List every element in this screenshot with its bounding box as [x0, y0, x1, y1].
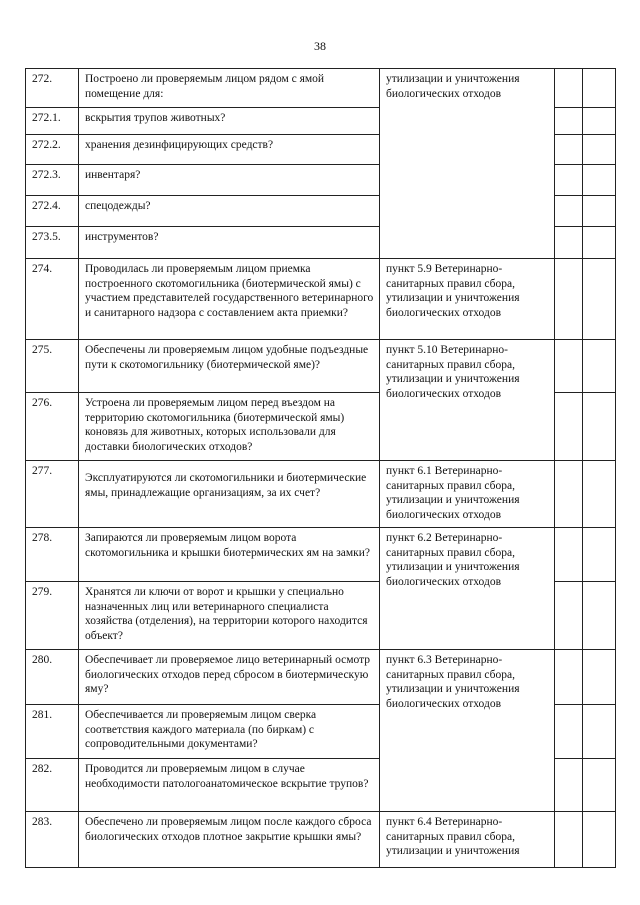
item-question: Проводится ли проверяемым лицом в случае необходимости патологоанатомическое вскрытие трупов?: [79, 759, 380, 812]
item-number: 278.: [26, 528, 79, 582]
item-number: 272.2.: [26, 135, 79, 165]
page-number: 38: [314, 39, 326, 53]
item-number: 274.: [26, 259, 79, 340]
table-row: [26, 461, 616, 528]
item-number: 272.4.: [26, 196, 79, 227]
item-question: Обеспечены ли проверяемым лицом удобные подъездные пути к скотомогильнику (биотермической яме)?: [79, 340, 380, 393]
comment-cell[interactable]: [583, 528, 616, 582]
item-reference: пункт 5.9 Ветеринарно-санитарных правил сбора, утилизации и уничтожения биологических отходов: [380, 259, 555, 340]
item-question: Построено ли проверяемым лицом рядом с ямой помещение для:: [79, 69, 380, 108]
item-number: 279.: [26, 582, 79, 650]
item-question: Обеспечивает ли проверяемое лицо ветеринарный осмотр биологических отходов перед сбросом в биотермическую яму?: [79, 650, 380, 705]
item-question: Эксплуатируются ли скотомогильники и биотермические ямы, принадлежащие организациям, за их счет?: [79, 461, 380, 528]
answer-cell[interactable]: [555, 259, 583, 340]
item-question: Устроена ли проверяемым лицом перед въездом на территорию скотомогильника (биотермической ямы) коновязь для животных, которых использовали для доставки биологических отходов?: [79, 393, 380, 461]
comment-cell[interactable]: [583, 650, 616, 705]
item-question: инвентаря?: [79, 165, 380, 196]
comment-cell[interactable]: [583, 393, 616, 461]
item-question: Хранятся ли ключи от ворот и крышки у специально назначенных лиц или ветеринарного специалиста хозяйства (отделения), на территории которого находится объект?: [79, 582, 380, 650]
item-question: спецодежды?: [79, 196, 380, 227]
item-number: 273.5.: [26, 227, 79, 259]
answer-cell[interactable]: [555, 165, 583, 196]
comment-cell[interactable]: [583, 165, 616, 196]
table-row: [26, 528, 616, 582]
comment-cell[interactable]: [583, 812, 616, 868]
item-number: 272.: [26, 69, 79, 108]
answer-cell[interactable]: [555, 108, 583, 135]
answer-cell[interactable]: [555, 812, 583, 868]
answer-cell[interactable]: [555, 340, 583, 393]
answer-cell[interactable]: [555, 528, 583, 582]
item-reference: пункт 6.4 Ветеринарно-санитарных правил сбора, утилизации и уничтожения: [380, 812, 555, 868]
comment-cell[interactable]: [583, 69, 616, 108]
comment-cell[interactable]: [583, 340, 616, 393]
item-number: 283.: [26, 812, 79, 868]
item-question: Проводилась ли проверяемым лицом приемка построенного скотомогильника (биотермической ямы) с участием представителей государственного ветеринарного и санитарного надзора с составлением акта приемки?: [79, 259, 380, 340]
answer-cell[interactable]: [555, 582, 583, 650]
item-number: 272.3.: [26, 165, 79, 196]
item-question: вскрытия трупов животных?: [79, 108, 380, 135]
answer-cell[interactable]: [555, 196, 583, 227]
comment-cell[interactable]: [583, 759, 616, 812]
answer-cell[interactable]: [555, 705, 583, 759]
table-row: [26, 259, 616, 340]
item-reference: утилизации и уничтожения биологических отходов: [380, 69, 555, 259]
comment-cell[interactable]: [583, 582, 616, 650]
comment-cell[interactable]: [583, 461, 616, 528]
answer-cell[interactable]: [555, 69, 583, 108]
comment-cell[interactable]: [583, 135, 616, 165]
table-row: [26, 340, 616, 393]
table-row: [26, 69, 616, 108]
answer-cell[interactable]: [555, 650, 583, 705]
answer-cell[interactable]: [555, 393, 583, 461]
comment-cell[interactable]: [583, 259, 616, 340]
item-reference: пункт 6.1 Ветеринарно-санитарных правил сбора, утилизации и уничтожения биологических отходов: [380, 461, 555, 528]
answer-cell[interactable]: [555, 135, 583, 165]
item-number: 272.1.: [26, 108, 79, 135]
item-question: Запираются ли проверяемым лицом ворота скотомогильника и крышки биотермических ям на замки?: [79, 528, 380, 582]
checklist-table: [25, 68, 616, 868]
item-number: 276.: [26, 393, 79, 461]
item-question: хранения дезинфицирующих средств?: [79, 135, 380, 165]
item-reference: пункт 6.2 Ветеринарно-санитарных правил сбора, утилизации и уничтожения биологических отходов: [380, 528, 555, 650]
answer-cell[interactable]: [555, 461, 583, 528]
item-number: 282.: [26, 759, 79, 812]
item-number: 280.: [26, 650, 79, 705]
comment-cell[interactable]: [583, 227, 616, 259]
comment-cell[interactable]: [583, 196, 616, 227]
item-number: 277.: [26, 461, 79, 528]
answer-cell[interactable]: [555, 759, 583, 812]
item-number: 281.: [26, 705, 79, 759]
table-row: [26, 650, 616, 705]
answer-cell[interactable]: [555, 227, 583, 259]
comment-cell[interactable]: [583, 108, 616, 135]
comment-cell[interactable]: [583, 705, 616, 759]
item-question: Обеспечено ли проверяемым лицом после каждого сброса биологических отходов плотное закрытие крышки ямы?: [79, 812, 380, 868]
item-number: 275.: [26, 340, 79, 393]
item-question: инструментов?: [79, 227, 380, 259]
item-reference: пункт 5.10 Ветеринарно-санитарных правил сбора, утилизации и уничтожения биологических отходов: [380, 340, 555, 461]
item-reference: пункт 6.3 Ветеринарно-санитарных правил сбора, утилизации и уничтожения биологических отходов: [380, 650, 555, 812]
table-row: [26, 812, 616, 868]
item-question: Обеспечивается ли проверяемым лицом сверка соответствия каждого материала (по биркам) с сопроводительными документами?: [79, 705, 380, 759]
